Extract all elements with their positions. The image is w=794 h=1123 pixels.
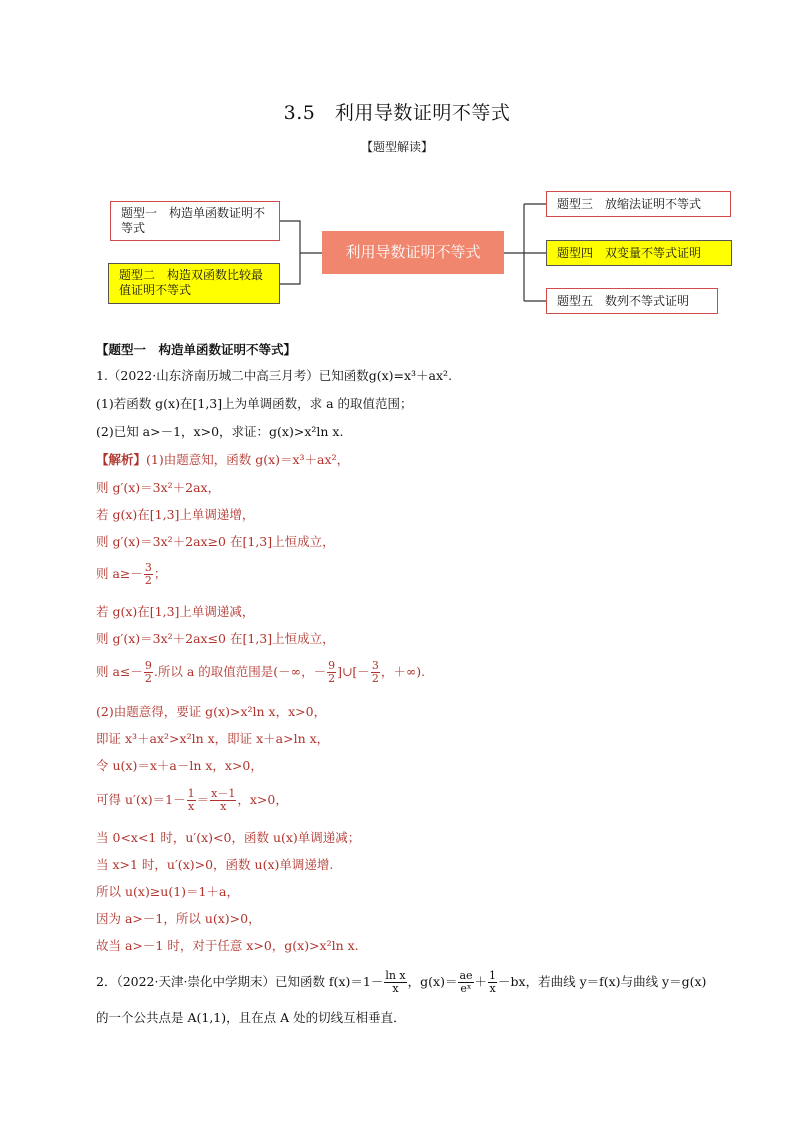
mindmap-node-type2: 题型二 构造双函数比较最值证明不等式 (108, 263, 280, 304)
solution-line: 即证 x³＋ax²>x²ln x，即证 x＋a>ln x， (96, 731, 330, 746)
solution-line: 若 g(x)在[1,3]上单调递减， (96, 604, 255, 619)
solution-line-range: 则 a≤－ $\frac{9}{2}$ .所以 a 的取值范围是(－∞，－ $\frac{9}{2}$ ]∪[－ $\frac{3}{2}$ ，＋∞). (96, 659, 426, 685)
mindmap-node-type5: 题型五 数列不等式证明 (546, 288, 718, 314)
question-2-stem-continued: 的一个公共点是 A(1,1)，且在点 A 处的切线互相垂直． (96, 1010, 406, 1025)
solution-line-derivative: 可得 u′(x)＝1－ $\frac{1}{x}$ ＝ $\frac{x-1}{x}$ ，x>0， (96, 787, 288, 813)
section-heading: 【题型一 构造单函数证明不等式】 (96, 342, 297, 357)
solution-line: 则 g′(x)＝3x²＋2ax≤0 在[1,3]上恒成立， (96, 631, 335, 646)
section-subtitle: 【题型解读】 (360, 140, 433, 154)
page-title: 3.5 利用导数证明不等式 (283, 102, 511, 124)
question-1-part-1: (1)若函数 g(x)在[1,3]上为单调函数，求 a 的取值范围； (96, 396, 413, 411)
mindmap-node-type3: 题型三 放缩法证明不等式 (546, 191, 731, 217)
mindmap-center-node: 利用导数证明不等式 (322, 231, 504, 274)
solution-line: 当 x>1 时，u′(x)>0，函数 u(x)单调递增. (96, 857, 334, 872)
mindmap-node-type4: 题型四 双变量不等式证明 (546, 240, 732, 266)
solution-line: 则 g′(x)＝3x²＋2ax≥0 在[1,3]上恒成立， (96, 534, 335, 549)
solution-line: 因为 a>－1，所以 u(x)>0， (96, 911, 261, 926)
solution-line: 令 u(x)＝x＋a－ln x，x>0， (96, 758, 263, 773)
solution-line-fraction: 则 a≥－ $\frac{3}{2}$ ； (96, 561, 167, 587)
solution-line: 【解析】(1)由题意知，函数 g(x)＝x³＋ax²， (96, 452, 350, 467)
question-2-stem: 2．（2022·天津·崇化中学期末）已知函数 f(x)＝1－ $\frac{\text{ln x}}{x}$ ，g(x)＝ $\frac{ae}{\text{eˣ}}$ ＋ $\frac{1}{x}$ －bx，若曲线 y＝f(x)与曲线 y＝g(x) (96, 969, 707, 995)
solution-line: 所以 u(x)≥u(1)＝1＋a， (96, 884, 239, 899)
solution-line: 故当 a>－1 时，对于任意 x>0，g(x)>x²ln x. (96, 938, 359, 953)
mindmap-node-type1: 题型一 构造单函数证明不等式 (110, 201, 280, 241)
solution-line: 当 0<x<1 时，u′(x)<0，函数 u(x)单调递减； (96, 830, 361, 845)
solution-line: 则 g′(x)＝3x²＋2ax， (96, 480, 221, 495)
solution-line: 若 g(x)在[1,3]上单调递增， (96, 507, 255, 522)
question-1-part-2: (2)已知 a>－1，x>0，求证：g(x)>x²ln x. (96, 424, 344, 439)
question-1-stem: 1.（2022·山东济南历城二中高三月考）已知函数g(x)=x³＋ax². (96, 368, 453, 383)
solution-line: (2)由题意得，要证 g(x)>x²ln x，x>0， (96, 704, 327, 719)
